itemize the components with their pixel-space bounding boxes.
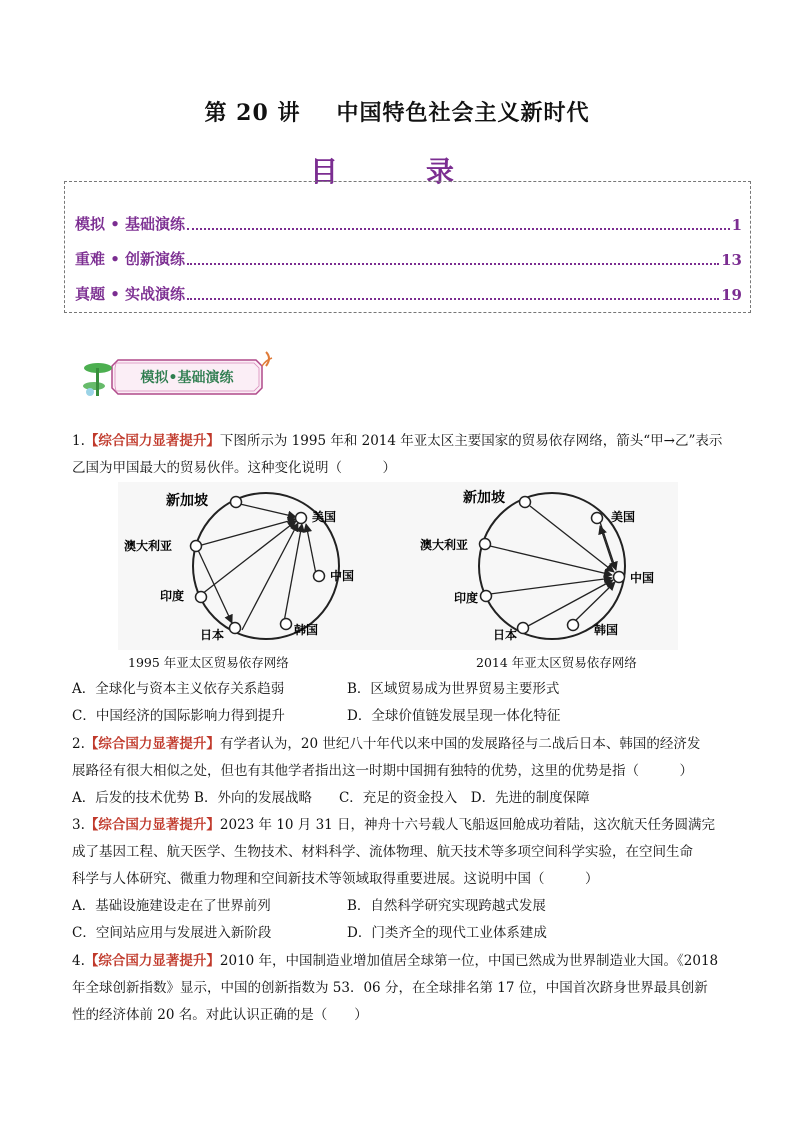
- question-tag: 【综合国力显著提升】: [84, 817, 220, 833]
- question-4: [72, 948, 732, 1029]
- lecture-title: 中国特色社会主义新时代: [336, 100, 590, 126]
- node-label-usa: 美国: [312, 510, 337, 524]
- lecture-number: 第 20 讲: [204, 100, 301, 126]
- section-badge-label: 模拟•基础演练: [140, 370, 234, 386]
- question-text: 下图所示为 1995 年和 2014 年亚太区主要国家的贸易依存网络，箭头“甲→乙”表示: [219, 433, 723, 449]
- toc-item-page: 19: [721, 286, 742, 304]
- node-label-singapore: 新加坡: [463, 490, 505, 506]
- node-label-australia: 澳大利亚: [124, 539, 173, 553]
- question-1-option-c[interactable]: C．中国经济的国际影响力得到提升: [72, 708, 285, 724]
- question-3-line-2: 成了基因工程、航天医学、生物技术、材料科学、流体物理、航天技术等多项空间科学实验，在空间生命: [72, 844, 693, 860]
- toc-item-innovative[interactable]: [75, 247, 742, 269]
- question-text: 2010 年，中国制造业增加值居全球第一位，中国已然成为世界制造业大国。《2018: [219, 953, 719, 969]
- question-3: [72, 812, 732, 893]
- toc-item-real-exam[interactable]: [75, 282, 742, 304]
- question-1-option-d[interactable]: D．全球价值链发展呈现一体化特征: [347, 708, 561, 724]
- toc-item-basic[interactable]: [75, 212, 742, 234]
- node-label-usa: 美国: [611, 510, 636, 524]
- question-3-line-1: [72, 812, 732, 839]
- question-3-option-b[interactable]: B．自然科学研究实现跨越式发展: [347, 898, 546, 914]
- question-number: 2.: [72, 736, 85, 752]
- question-1-option-a[interactable]: A．全球化与资本主义依存关系趋弱: [72, 681, 285, 697]
- question-1: [72, 428, 732, 482]
- table-of-contents: [64, 181, 751, 313]
- question-number: 4.: [72, 953, 85, 969]
- question-tag: 【综合国力显著提升】: [84, 736, 220, 752]
- toc-item-label: 真题 • 实战演练: [75, 285, 186, 303]
- question-3-option-a[interactable]: A．基础设施建设走在了世界前列: [72, 898, 271, 914]
- question-tag: 【综合国力显著提升】: [84, 953, 220, 969]
- question-2-line-1: [72, 731, 732, 758]
- node-label-china: 中国: [630, 571, 655, 585]
- toc-heading: 目 录: [309, 155, 484, 188]
- question-number: 1.: [72, 433, 85, 449]
- question-3-option-d[interactable]: D．门类齐全的现代工业体系建成: [347, 925, 547, 941]
- toc-leader-dots: [187, 228, 730, 230]
- node-label-japan: 日本: [200, 628, 225, 642]
- question-2: [72, 731, 732, 812]
- question-number: 3.: [72, 817, 85, 833]
- toc-item-page: 1: [731, 216, 742, 234]
- node-label-korea: 韩国: [594, 623, 619, 637]
- node-label-india: 印度: [160, 589, 185, 603]
- toc-item-label: 模拟 • 基础演练: [75, 215, 186, 233]
- question-2-options[interactable]: A．后发的技术优势 B．外向的发展战略 C．充足的资金投入 D．先进的制度保障: [72, 790, 590, 806]
- node-label-australia: 澳大利亚: [420, 538, 469, 552]
- question-3-option-c[interactable]: C．空间站应用与发展进入新阶段: [72, 925, 272, 941]
- node-label-korea: 韩国: [294, 623, 319, 637]
- question-3-line-3: 科学与人体研究、微重力物理和空间新技术等领域取得重要进展。这说明中国（ ）: [72, 871, 599, 887]
- question-1-option-b[interactable]: B．区域贸易成为世界贸易主要形式: [347, 681, 560, 697]
- trade-network-figure: [118, 482, 678, 650]
- figure-caption-2014: 2014 年亚太区贸易依存网络: [476, 655, 637, 670]
- section-badge: [80, 348, 280, 402]
- question-text: 有学者认为，20 世纪八十年代以来中国的发展路径与二战后日本、韩国的经济发: [219, 736, 701, 752]
- question-2-line-2: 展路径有很大相似之处，但也有其他学者指出这一时期中国拥有独特的优势，这里的优势是指（ ）: [72, 763, 693, 779]
- question-tag: 【综合国力显著提升】: [84, 433, 220, 449]
- question-4-line-3: 性的经济体前 20 名。对此认识正确的是（ ）: [72, 1007, 368, 1023]
- question-text: 2023 年 10 月 31 日，神舟十六号载人飞船返回舱成功着陆，这次航天任务圆满完: [219, 817, 716, 833]
- page-title: [0, 96, 794, 127]
- node-label-china: 中国: [330, 569, 355, 583]
- figure-caption-1995: 1995 年亚太区贸易依存网络: [128, 655, 289, 670]
- node-label-india: 印度: [454, 591, 479, 605]
- question-1-line-2: 乙国为甲国最大的贸易伙伴。这种变化说明（ ）: [72, 460, 396, 476]
- node-label-japan: 日本: [493, 628, 518, 642]
- section-badge-graphic: [80, 348, 280, 402]
- question-1-line-1: [72, 428, 732, 455]
- node-label-singapore: 新加坡: [166, 493, 208, 509]
- toc-leader-dots: [187, 298, 719, 300]
- toc-leader-dots: [187, 263, 719, 265]
- toc-item-label: 重难 • 创新演练: [75, 250, 186, 268]
- question-4-line-1: [72, 948, 732, 975]
- question-4-line-2: 年全球创新指数》显示，中国的创新指数为 53．06 分，在全球排名第 17 位，中国首次跻身世界最具创新: [72, 980, 708, 996]
- toc-item-page: 13: [721, 251, 742, 269]
